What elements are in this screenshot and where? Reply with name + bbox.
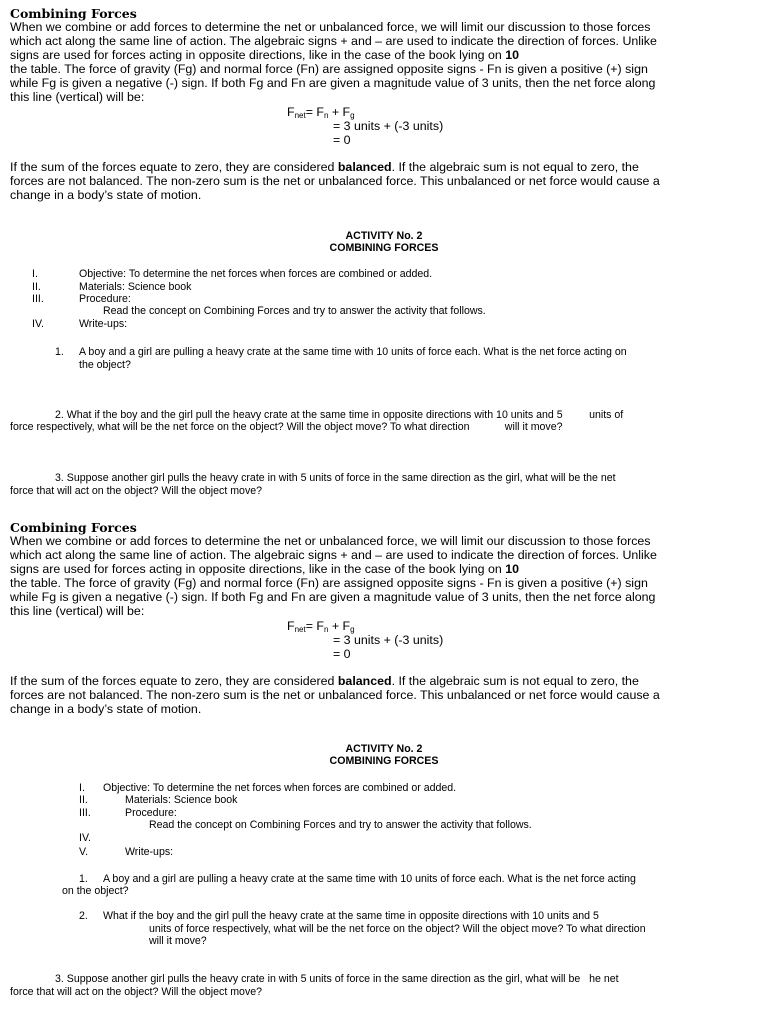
paragraph-line: which act along the same line of action. The algebraic signs + and – are used to indicate the direction of forces. Unlike (10, 548, 657, 562)
paragraph-line: this line (vertical) will be: (10, 90, 145, 104)
paragraph-line: If the sum of the forces equate to zero, they are considered balanced. If the algebraic sum is not equal to zero, the (10, 674, 639, 688)
question-line: units of force respectively, what will be the net force on the object? Will the object move? To what direction (149, 923, 646, 935)
equation-line: = 0 (333, 647, 351, 661)
question-line: A boy and a girl are pulling a heavy crate at the same time with 10 units of force each. What is the net force acting (103, 873, 636, 885)
outline-text: Objective: To determine the net forces when forces are combined or added. (79, 268, 433, 280)
net-force-equation: $F_{net}= F_n + F_g$ (287, 105, 355, 120)
outline-text: Read the concept on Combining Forces and try to answer the activity that follows. (103, 305, 486, 317)
equation-line: = 0 (333, 133, 351, 147)
outline-number: III. (32, 293, 44, 305)
outline-number: III. (79, 807, 91, 819)
outline-number: IV. (79, 832, 91, 844)
paragraph-line: forces are not balanced. The non-zero sum is the net or unbalanced force. This unbalanced or net force would cause a (10, 174, 660, 188)
outline-number: I. (32, 268, 38, 280)
net-force-equation: $F_{net}= F_n + F_g$ (287, 619, 355, 634)
activity-subtitle: COMBINING FORCES (329, 755, 439, 767)
outline-number: V. (79, 846, 89, 858)
section-heading: Combining Forces (10, 520, 137, 535)
paragraph-line: signs are used for forces acting in opposite directions, like in the case of the book lying on 10 (10, 48, 520, 62)
paragraph-line: while Fg is given a negative (-) sign. If both Fg and Fn are given a magnitude value of 3 units, then the net force along (10, 590, 656, 604)
outline-text: Materials: Science book (79, 281, 192, 293)
outline-text: Write-ups: (79, 318, 128, 330)
question-line: on the object? (62, 885, 129, 897)
question-line: will it move? (149, 935, 207, 947)
section-heading: Combining Forces (10, 6, 137, 21)
outline-number: II. (32, 281, 41, 293)
question-number: 1. (55, 346, 64, 358)
outline-number: IV. (32, 318, 44, 330)
question-line: 3. Suppose another girl pulls the heavy crate in with 5 units of force in the same direction as the girl, what will be he net (55, 973, 619, 985)
paragraph-line: the table. The force of gravity (Fg) and normal force (Fn) are assigned opposite signs - Fn is given a positive (+) sign (10, 62, 648, 76)
question-line: force that will act on the object? Will the object move? (10, 986, 263, 998)
question-line: 3. Suppose another girl pulls the heavy crate in with 5 units of force in the same direction as the girl, what will be the net (55, 472, 616, 484)
paragraph-line: the table. The force of gravity (Fg) and normal force (Fn) are assigned opposite signs - Fn is given a positive (+) sign (10, 576, 648, 590)
question-number: 1. (79, 873, 88, 885)
outline-text: Materials: Science book (125, 794, 238, 806)
paragraph-line: When we combine or add forces to determine the net or unbalanced force, we will limit our discussion to those forces (10, 20, 651, 34)
paragraph-line: which act along the same line of action. The algebraic signs + and – are used to indicate the direction of forces. Unlike (10, 34, 657, 48)
equation-line: = 3 units + (-3 units) (333, 633, 444, 647)
paragraph-line: signs are used for forces acting in opposite directions, like in the case of the book lying on 10 (10, 562, 520, 576)
paragraph-line: this line (vertical) will be: (10, 604, 145, 618)
outline-text: Procedure: (79, 293, 131, 305)
activity-subtitle: COMBINING FORCES (329, 242, 439, 254)
activity-title: ACTIVITY No. 2 (345, 743, 423, 755)
equation-line: = 3 units + (-3 units) (333, 119, 444, 133)
question-line: force respectively, what will be the net force on the object? Will the object move? To what direction will it move? (10, 421, 563, 433)
outline-text: Objective: To determine the net forces when forces are combined or added. (103, 782, 457, 794)
outline-text: Read the concept on Combining Forces and try to answer the activity that follows. (149, 819, 532, 831)
question-line: the object? (79, 359, 131, 371)
question-number: 2. (79, 910, 88, 922)
paragraph-line: When we combine or add forces to determine the net or unbalanced force, we will limit our discussion to those forces (10, 534, 651, 548)
outline-text: Procedure: (125, 807, 177, 819)
question-line: What if the boy and the girl pull the heavy crate at the same time in opposite directions with 10 units and 5 (103, 910, 599, 922)
question-line: force that will act on the object? Will the object move? (10, 485, 263, 497)
outline-text: Write-ups: (125, 846, 174, 858)
paragraph-line: If the sum of the forces equate to zero, they are considered balanced. If the algebraic sum is not equal to zero, the (10, 160, 639, 174)
paragraph-line: forces are not balanced. The non-zero sum is the net or unbalanced force. This unbalanced or net force would cause a (10, 688, 660, 702)
paragraph-line: change in a body’s state of motion. (10, 188, 202, 202)
activity-title: ACTIVITY No. 2 (345, 230, 423, 242)
question-line: A boy and a girl are pulling a heavy crate at the same time with 10 units of force each. What is the net force acting on (79, 346, 627, 358)
paragraph-line: change in a body’s state of motion. (10, 702, 202, 716)
outline-number: I. (79, 782, 85, 794)
question-line: 2. What if the boy and the girl pull the heavy crate at the same time in opposite directions with 10 units and 5 units of (55, 409, 624, 421)
paragraph-line: while Fg is given a negative (-) sign. If both Fg and Fn are given a magnitude value of 3 units, then the net force along (10, 76, 656, 90)
outline-number: II. (79, 794, 88, 806)
